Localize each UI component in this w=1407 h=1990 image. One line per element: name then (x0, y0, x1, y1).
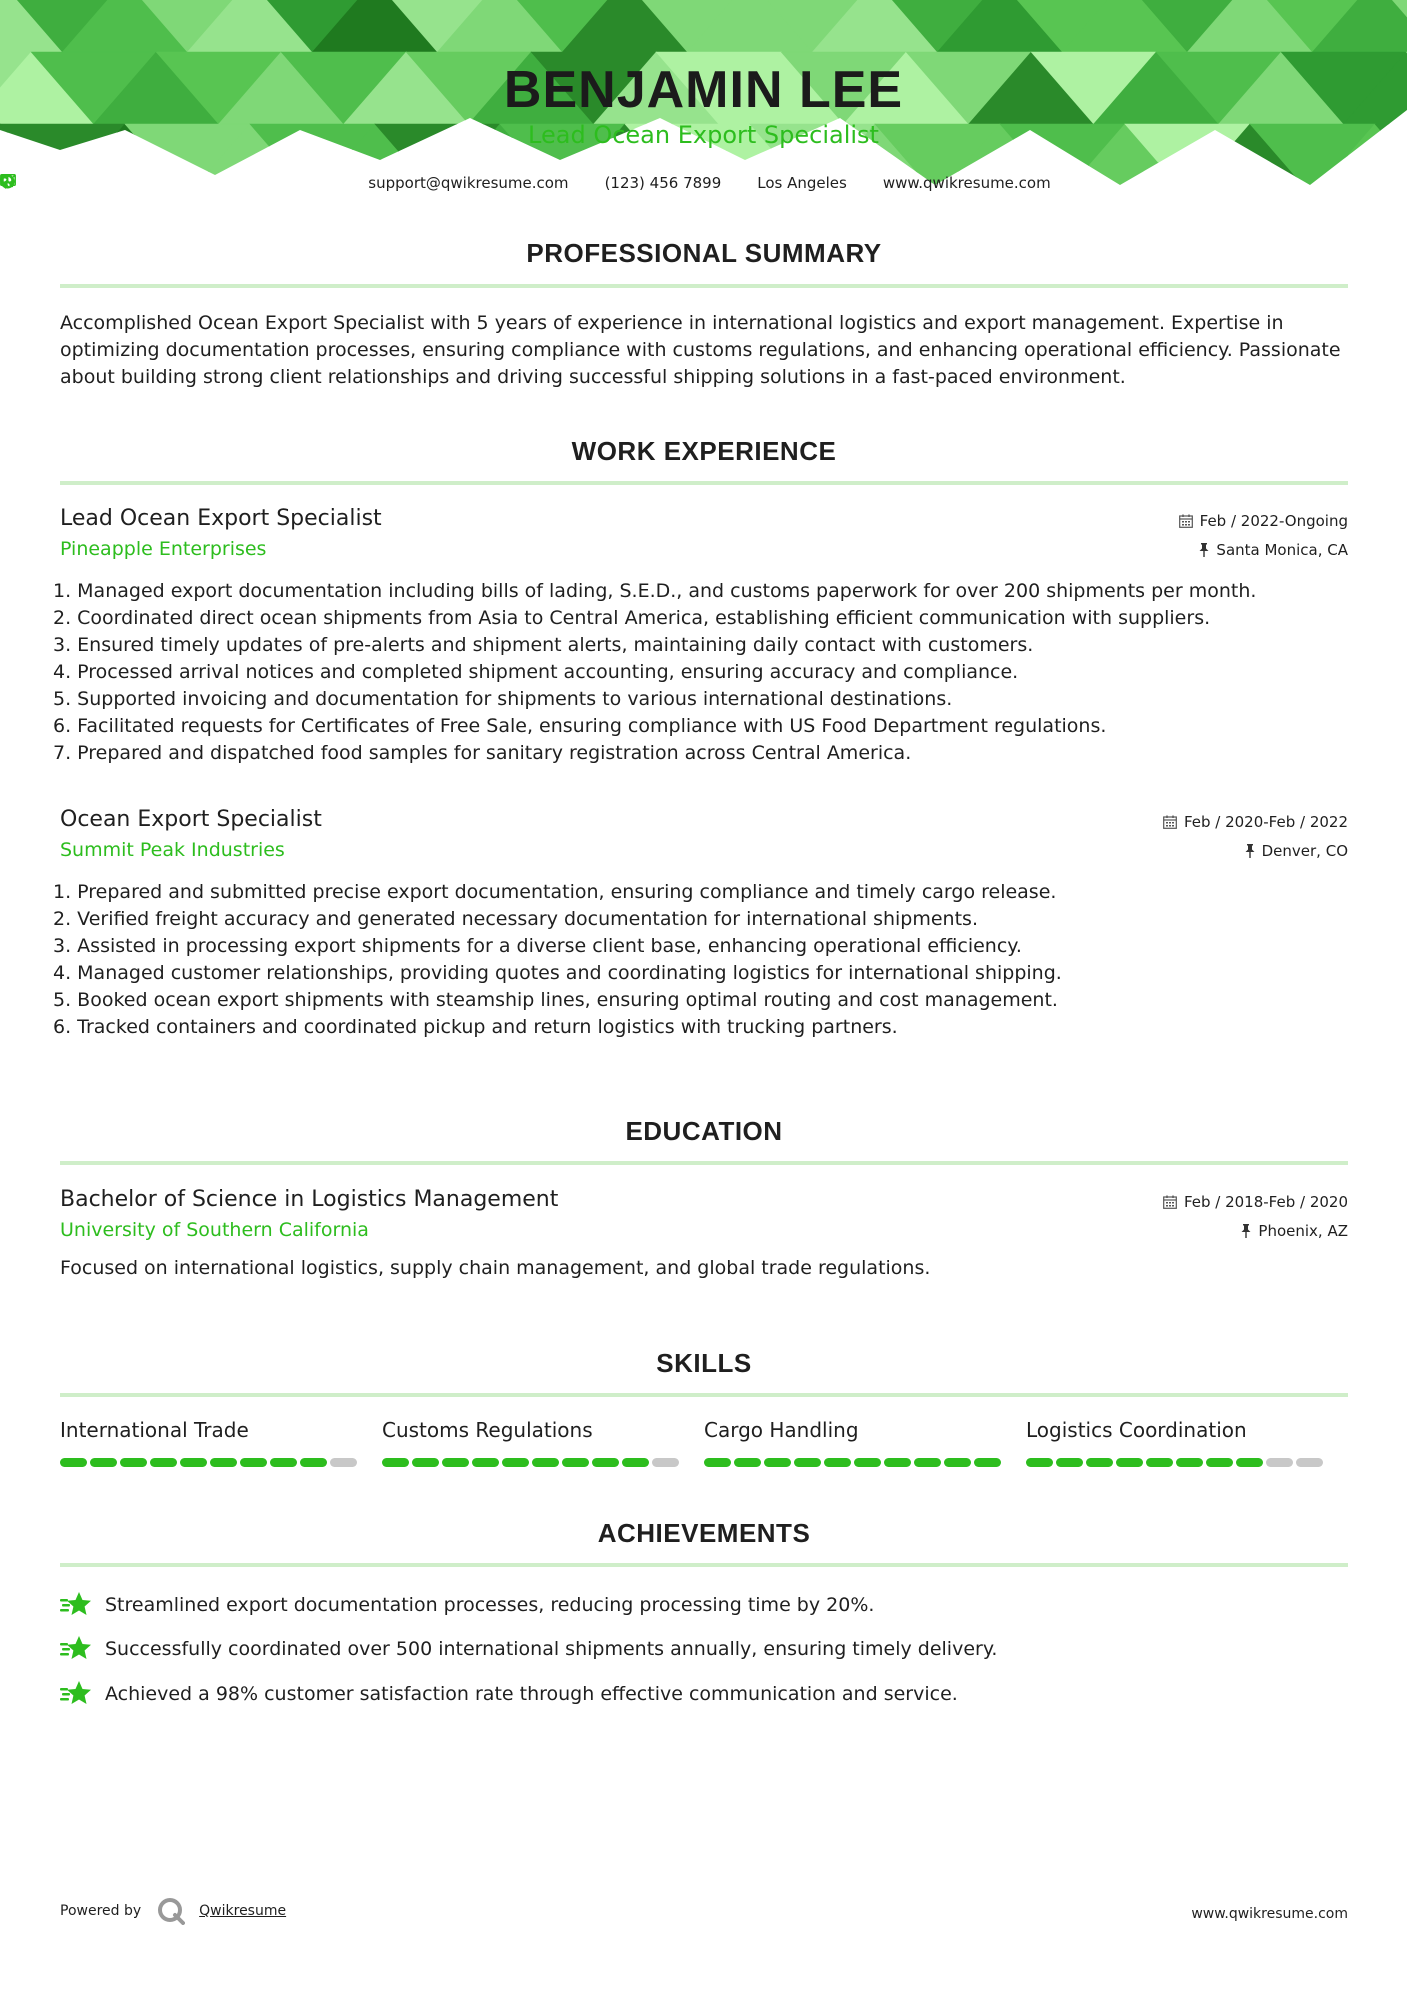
skill-name: Logistics Coordination (1026, 1418, 1247, 1442)
job-entry (53, 506, 1348, 767)
skill-segment-filled (1146, 1458, 1173, 1467)
education-description: Focused on international logistics, supply chain management, and global trade regulations. (60, 1257, 931, 1279)
education-entry (60, 1187, 1348, 1282)
phone-text: (123) 456 7899 (604, 174, 722, 192)
school-name: University of Southern California (60, 1219, 369, 1241)
list-item: 7. Prepared and dispatched food samples for sanitary registration across Central America. (53, 742, 912, 764)
calendar-icon (1163, 1195, 1177, 1209)
skill-segment-filled (210, 1458, 237, 1467)
qwikresume-link[interactable]: Qwikresume (199, 1903, 287, 1919)
skill-item (382, 1418, 704, 1467)
skill-level-bar (382, 1458, 704, 1467)
header-triangle (1094, 196, 1219, 200)
skill-segment-filled (442, 1458, 469, 1467)
header-triangle (94, 196, 219, 200)
education-heading: EDUCATION (625, 1116, 783, 1146)
header-triangle (844, 196, 969, 200)
achievements-heading: ACHIEVEMENTS (597, 1518, 811, 1548)
header-triangle (281, 196, 406, 200)
skill-segment-empty (330, 1458, 357, 1467)
skill-segment-filled (944, 1458, 971, 1467)
skill-segment-filled (150, 1458, 177, 1467)
skill-name: International Trade (60, 1418, 249, 1442)
shooting-star-icon (60, 1634, 92, 1664)
header-triangle (969, 196, 1094, 200)
skill-segment-filled (974, 1458, 1001, 1467)
shooting-star-icon (60, 1590, 92, 1620)
skill-segment-filled (764, 1458, 791, 1467)
job-bullets (53, 879, 1348, 1041)
skills-divider (60, 1393, 1348, 1397)
skill-segment-filled (704, 1458, 731, 1467)
skill-segment-filled (1056, 1458, 1083, 1467)
skill-segment-filled (382, 1458, 409, 1467)
contact-bar (0, 174, 1407, 192)
skill-segment-filled (562, 1458, 589, 1467)
skill-segment-filled (1116, 1458, 1143, 1467)
skill-segment-filled (1176, 1458, 1203, 1467)
header-triangle (31, 196, 156, 200)
header-triangle (594, 196, 719, 200)
skill-segment-filled (734, 1458, 761, 1467)
education-date: Feb / 2018-Feb / 2020 (1163, 1193, 1348, 1211)
list-item: 1. Managed export documentation including bills of lading, S.E.D., and customs paperwork for over 200 shipments per month. (53, 580, 1257, 602)
list-item: 5. Supported invoicing and documentation for shipments to various international destinations. (53, 688, 953, 710)
skill-segment-filled (854, 1458, 881, 1467)
location-text: Los Angeles (757, 174, 847, 192)
education-location: Phoenix, AZ (1241, 1222, 1348, 1240)
achievements-divider (60, 1563, 1348, 1567)
summary-heading: PROFESSIONAL SUMMARY (526, 238, 882, 268)
skill-segment-filled (532, 1458, 559, 1467)
skill-segment-filled (794, 1458, 821, 1467)
achievement-item (60, 1679, 1348, 1709)
calendar-icon (1179, 514, 1193, 528)
header-triangle (719, 196, 844, 200)
skill-segment-empty (652, 1458, 679, 1467)
header-triangle (781, 196, 906, 200)
header-triangle (219, 196, 344, 200)
skill-segment-empty (1266, 1458, 1293, 1467)
achievement-text: Successfully coordinated over 500 international shipments annually, ensuring timely delivery. (105, 1638, 998, 1660)
website-text: www.qwikresume.com (882, 174, 1051, 192)
job-title: Lead Ocean Export Specialist (60, 506, 382, 531)
list-item: 4. Managed customer relationships, providing quotes and coordinating logistics for international shipping. (53, 962, 1062, 984)
skill-segment-filled (60, 1458, 87, 1467)
email-text: support@qwikresume.com (368, 174, 569, 192)
skill-level-bar (704, 1458, 1026, 1467)
skill-segment-filled (502, 1458, 529, 1467)
skill-segment-filled (240, 1458, 267, 1467)
skill-segment-filled (824, 1458, 851, 1467)
header-triangle (1031, 196, 1156, 200)
list-item: 2. Coordinated direct ocean shipments from Asia to Central America, establishing efficient communication with suppliers. (53, 607, 1211, 629)
skill-item (1026, 1418, 1348, 1467)
header-triangle (0, 196, 31, 200)
skill-name: Customs Regulations (382, 1418, 593, 1442)
skill-level-bar (60, 1458, 382, 1467)
skill-segment-filled (1026, 1458, 1053, 1467)
achievement-text: Achieved a 98% customer satisfaction rate through effective communication and service. (105, 1683, 958, 1705)
achievement-item (60, 1590, 1348, 1620)
achievement-text: Streamlined export documentation processes, reducing processing time by 20%. (105, 1594, 875, 1616)
header-triangle (1344, 196, 1407, 200)
degree-title: Bachelor of Science in Logistics Management (60, 1187, 559, 1212)
skill-segment-filled (914, 1458, 941, 1467)
skills-heading: SKILLS (656, 1348, 752, 1378)
job-title: Ocean Export Specialist (60, 807, 322, 832)
skill-item (704, 1418, 1026, 1467)
skill-segment-empty (1296, 1458, 1323, 1467)
qwikresume-logo-icon (157, 1897, 185, 1925)
contact-location (745, 174, 847, 192)
skill-level-bar (1026, 1458, 1348, 1467)
job-date: Feb / 2022-Ongoing (1179, 512, 1348, 530)
job-date: Feb / 2020-Feb / 2022 (1163, 813, 1348, 831)
footer-powered-by (60, 1897, 286, 1925)
candidate-name: BENJAMIN LEE (503, 61, 904, 119)
education-divider (60, 1161, 1348, 1165)
company-name: Summit Peak Industries (60, 839, 285, 861)
skill-segment-filled (884, 1458, 911, 1467)
skill-segment-filled (472, 1458, 499, 1467)
footer-website[interactable]: www.qwikresume.com (1191, 1906, 1348, 1922)
list-item: 2. Verified freight accuracy and generated necessary documentation for international shipments. (53, 908, 978, 930)
pushpin-icon (1199, 543, 1209, 557)
summary-text: Accomplished Ocean Export Specialist with 5 years of experience in international logistics and export management. Expertise in optimizing documentation processes, ensuring compliance with customs regulations, and enhancing operational efficiency. Passionate about building strong client relationships and driving successful shipping solutions in a fast-paced environment. (60, 312, 1341, 388)
pushpin-icon (1245, 844, 1255, 858)
skill-segment-filled (300, 1458, 327, 1467)
job-bullets (53, 578, 1348, 767)
skill-name: Cargo Handling (704, 1418, 859, 1442)
header-triangle (531, 196, 656, 200)
header-triangle (344, 196, 469, 200)
list-item: 5. Booked ocean export shipments with steamship lines, ensuring optimal routing and cost management. (53, 989, 1058, 1011)
contact-phone[interactable] (593, 174, 722, 192)
header-triangle (656, 196, 781, 200)
header-triangle (0, 196, 94, 200)
skill-item (60, 1418, 382, 1467)
experience-divider (60, 481, 1348, 485)
skill-segment-filled (270, 1458, 297, 1467)
header-triangle (1281, 196, 1406, 200)
shooting-star-icon (60, 1679, 92, 1709)
list-item: 3. Ensured timely updates of pre-alerts and shipment alerts, maintaining daily contact with customers. (53, 634, 1034, 656)
experience-heading: WORK EXPERIENCE (571, 436, 837, 466)
list-item: 3. Assisted in processing export shipments for a diverse client base, enhancing operational efficiency. (53, 935, 1022, 957)
header-triangle (406, 196, 531, 200)
skill-segment-filled (622, 1458, 649, 1467)
header-triangle (1219, 196, 1344, 200)
list-item: 4. Processed arrival notices and completed shipment accounting, ensuring accuracy and compliance. (53, 661, 1019, 683)
pushpin-icon (1241, 1224, 1251, 1238)
list-item: 1. Prepared and submitted precise export documentation, ensuring compliance and timely cargo release. (53, 881, 1057, 903)
skill-segment-filled (180, 1458, 207, 1467)
calendar-icon (1163, 815, 1177, 829)
skill-segment-filled (412, 1458, 439, 1467)
powered-by-label: Powered by (60, 1903, 142, 1919)
list-item: 6. Tracked containers and coordinated pickup and return logistics with trucking partners. (53, 1016, 898, 1038)
skill-segment-filled (1206, 1458, 1233, 1467)
header-triangle (469, 196, 594, 200)
contact-email[interactable] (356, 174, 568, 192)
skill-segment-filled (1236, 1458, 1263, 1467)
header-triangle (156, 196, 281, 200)
list-item: 6. Facilitated requests for Certificates of Free Sale, ensuring compliance with US Food Department regulations. (53, 715, 1107, 737)
achievement-item (60, 1634, 1348, 1664)
summary-divider (60, 284, 1348, 288)
company-name: Pineapple Enterprises (60, 538, 267, 560)
skill-segment-filled (592, 1458, 619, 1467)
job-location: Denver, CO (1245, 842, 1348, 860)
skills-list (60, 1418, 1348, 1467)
header-banner (0, 0, 1407, 200)
job-entry (53, 807, 1348, 1041)
candidate-title: Lead Ocean Export Specialist (528, 121, 879, 149)
header-triangle (906, 196, 1031, 200)
job-location: Santa Monica, CA (1199, 541, 1348, 559)
skill-segment-filled (120, 1458, 147, 1467)
skill-segment-filled (1086, 1458, 1113, 1467)
header-triangle (1156, 196, 1281, 200)
contact-website[interactable] (871, 174, 1051, 192)
skill-segment-filled (90, 1458, 117, 1467)
